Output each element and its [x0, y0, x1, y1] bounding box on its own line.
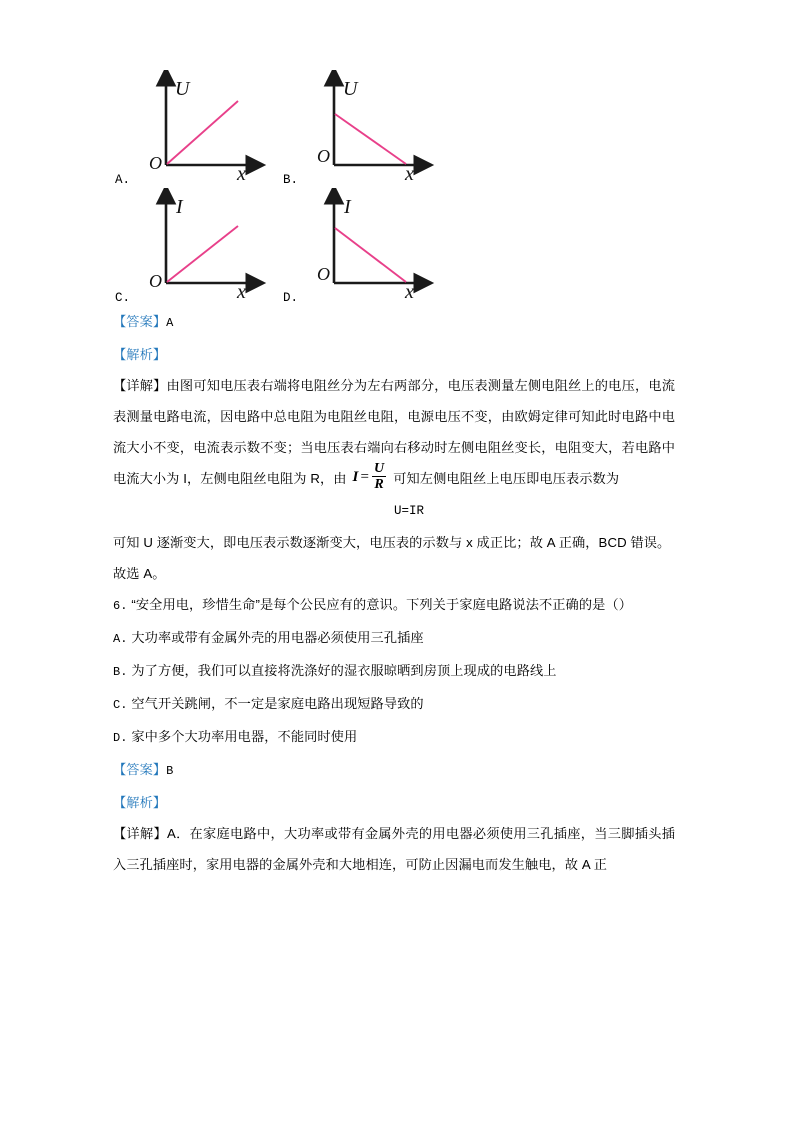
option-letter-c: C. [115, 290, 131, 305]
question6-option-a-letter: A. [113, 631, 128, 646]
formula-denominator: R [374, 476, 384, 492]
graph-c-y-label: I [176, 196, 183, 218]
inline-formula-ohms-law [347, 461, 394, 494]
graph-b-y-label: U [343, 78, 358, 100]
graph-d-x-label: x [405, 281, 414, 300]
q5-centered-formula: U=IR [393, 503, 424, 518]
graph-b-x-label: x [405, 163, 414, 182]
question6-option-b-letter: B. [113, 664, 128, 679]
option-graph-b[interactable] [281, 70, 456, 188]
page-content [113, 70, 675, 880]
q5-detail-paragraph [113, 370, 675, 496]
question6-option-a-text: 大功率或带有金属外壳的用电器必须使用三孔插座 [131, 629, 424, 645]
option-letter-d: D. [283, 290, 299, 305]
option-graph-row-1 [113, 70, 675, 188]
option-graph-d[interactable] [281, 188, 456, 306]
formula-equals: = [360, 469, 370, 486]
graph-d-y-label: I [344, 196, 351, 218]
question6-option-d-text: 家中多个大功率用电器，不能同时使用 [131, 728, 358, 744]
graph-c-svg [133, 188, 283, 300]
graph-c-origin-label: O [149, 271, 162, 291]
question6-stem [113, 589, 675, 622]
q6-analysis-tag: 【解析】 [113, 794, 167, 810]
question6-option-c[interactable] [113, 688, 675, 721]
q5-detail-tag: 【详解】 [113, 378, 167, 393]
graph-b-svg [301, 70, 451, 182]
q6-answer-value: B [166, 763, 174, 778]
graph-c-x-label: x [237, 281, 246, 300]
option-letter-a: A. [115, 172, 131, 187]
question6-option-b[interactable] [113, 655, 675, 688]
graph-a-y-label: U [175, 78, 190, 100]
formula-lhs: I [352, 469, 359, 486]
q5-detail-text-part2: 可知左侧电阻丝上电压即电压表示数为 [393, 471, 620, 486]
question6-option-c-text: 空气开关跳闸，不一定是家庭电路出现短路导致的 [131, 695, 424, 711]
option-graph-row-2 [113, 188, 675, 306]
formula-numerator: U [374, 460, 385, 476]
q5-detail-text-part1: 由图可知电压表右端将电阻丝分为左右两部分，电压表测量左侧电阻丝上的电压，电流表测量电路电流，因电路中总电阻为电阻丝电阻，电源电压不变，由欧姆定律可知此时电路中电流大小不变，电流表示数不变；当电压表右端向右移动时左侧电阻丝变长，电阻变大，若电路中电流大小为 I，左侧电阻丝电阻为 R，由 [113, 378, 676, 486]
question6-option-d[interactable] [113, 721, 675, 754]
q6-detail-tag: 【详解】 [113, 825, 167, 841]
q5-conclusion: 故选 A。 [113, 565, 166, 581]
graph-a-svg [133, 70, 283, 182]
option-graph-a[interactable] [113, 70, 288, 188]
question6-option-c-letter: C. [113, 697, 128, 712]
q5-analysis-tag: 【解析】 [113, 347, 167, 362]
graph-d-svg [301, 188, 451, 300]
option-letter-b: B. [283, 172, 299, 187]
question6-number: 6. [113, 598, 128, 613]
question6-option-d-letter: D. [113, 730, 128, 745]
q6-answer-line [113, 754, 675, 787]
option-graph-c[interactable] [113, 188, 288, 306]
q5-answer-value: A [166, 316, 174, 330]
q6-detail-paragraph [113, 818, 675, 880]
graph-b-origin-label: O [317, 146, 330, 166]
question6-option-a[interactable] [113, 622, 675, 655]
question6-stem-text: “安全用电，珍惜生命”是每个公民应有的意识。下列关于家庭电路说法不正确的是（） [131, 596, 632, 612]
graph-a-x-label: x [237, 163, 246, 182]
q6-answer-tag: 【答案】 [113, 761, 167, 777]
q5-answer-tag: 【答案】 [113, 314, 167, 329]
formula-fraction [371, 461, 387, 493]
q5-detail-text-part3: 可知 U 逐渐变大，即电压表示数逐渐变大，电压表的示数与 x 成正比；故 A 正确，BCD 错误。 [113, 534, 671, 550]
graph-a-origin-label: O [149, 153, 162, 173]
question5-option-graphs [113, 70, 675, 306]
question6-option-b-text: 为了方便，我们可以直接将洗涤好的湿衣服晾晒到房顶上现成的电路线上 [131, 662, 557, 678]
q6-detail-text: A．在家庭电路中，大功率或带有金属外壳的用电器必须使用三孔插座，当三脚插头插入三孔插座时，家用电器的金属外壳和大地相连，可防止因漏电而发生触电，故 A 正 [113, 825, 675, 872]
graph-d-origin-label: O [317, 264, 330, 284]
q5-answer-line [113, 306, 675, 339]
